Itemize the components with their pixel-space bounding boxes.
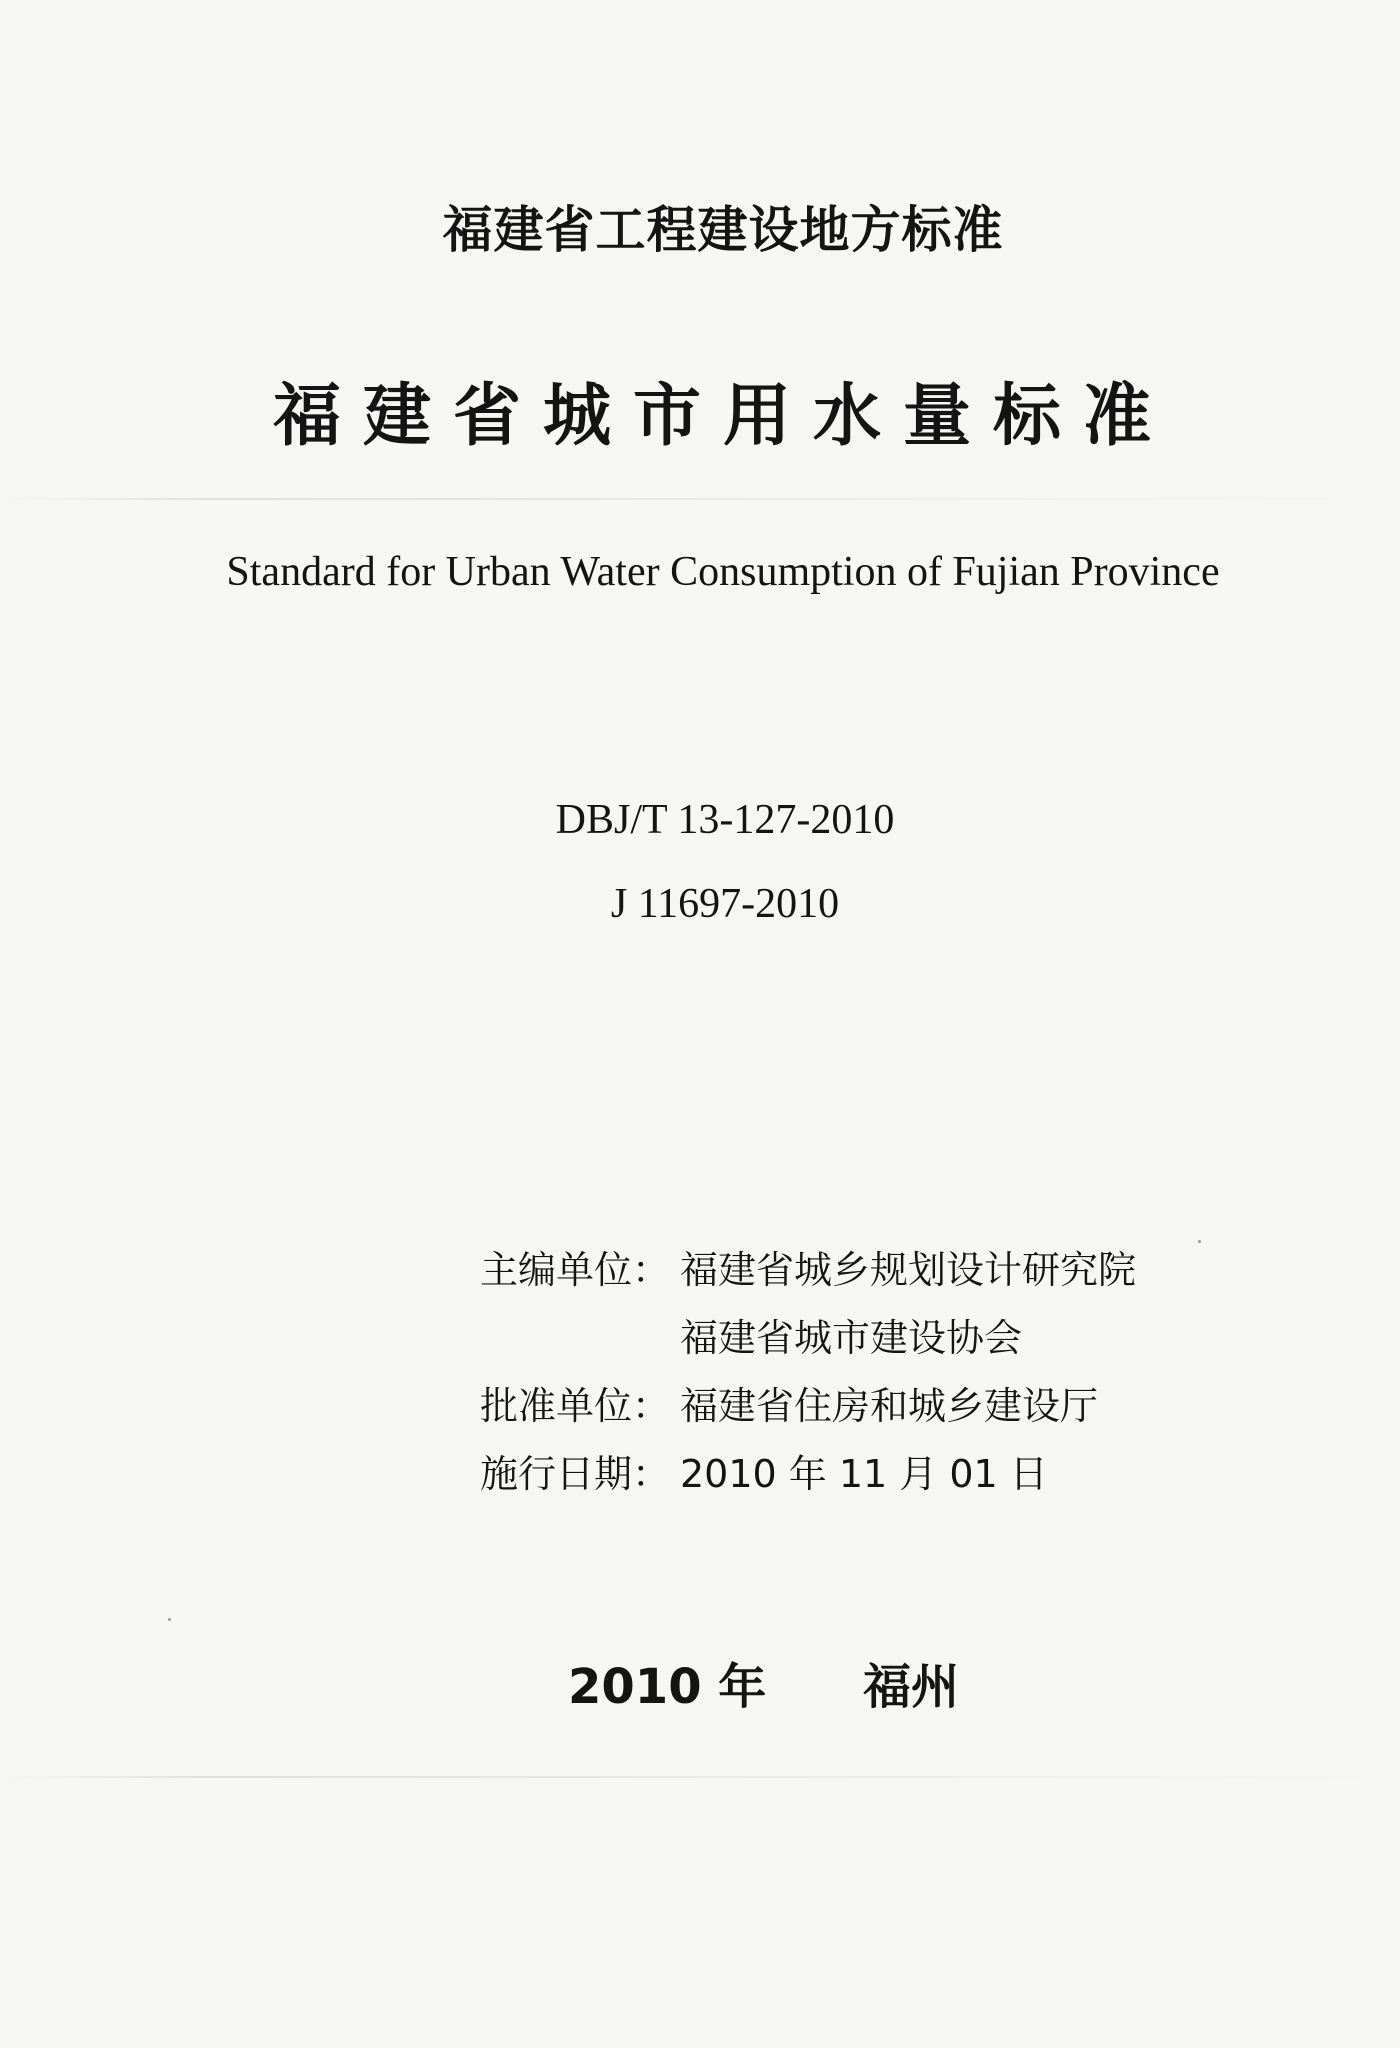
info-label: 批准单位： <box>480 1384 671 1428</box>
document-title-english: Standard for Urban Water Consumption of Fujian Province <box>226 549 1220 595</box>
publication-footer <box>568 1648 959 1717</box>
info-row-effective-date <box>480 1440 1136 1508</box>
info-row-approval <box>480 1372 1136 1440</box>
info-value: 2010 年 11 月 01 日 <box>680 1452 1048 1496</box>
info-label: 主编单位： <box>480 1248 671 1292</box>
scan-artifact-line <box>0 1776 1400 1778</box>
publication-city: 福州 <box>863 1659 960 1715</box>
info-row-chief-editor <box>480 1236 1136 1304</box>
info-value: 福建省住房和城乡建设厅 <box>680 1384 1099 1428</box>
scan-speck <box>168 1618 171 1621</box>
publication-info <box>480 1236 1136 1508</box>
scan-speck <box>1198 1240 1201 1243</box>
scan-artifact-line <box>0 498 1400 500</box>
info-row-chief-editor-2 <box>480 1304 1136 1372</box>
publication-year: 2010 年 <box>568 1659 767 1715</box>
standard-code-j: J 11697-2010 <box>610 881 840 927</box>
info-label: 施行日期： <box>480 1452 671 1496</box>
standard-code-dbj: DBJ/T 13-127-2010 <box>555 797 895 843</box>
document-title-chinese: 福建省城市用水量标准 <box>272 377 1173 456</box>
info-value: 福建省城乡规划设计研究院 <box>680 1248 1137 1292</box>
info-value: 福建省城市建设协会 <box>680 1316 1023 1360</box>
standard-series-title: 福建省工程建设地方标准 <box>442 201 1004 259</box>
info-label <box>480 1304 680 1372</box>
